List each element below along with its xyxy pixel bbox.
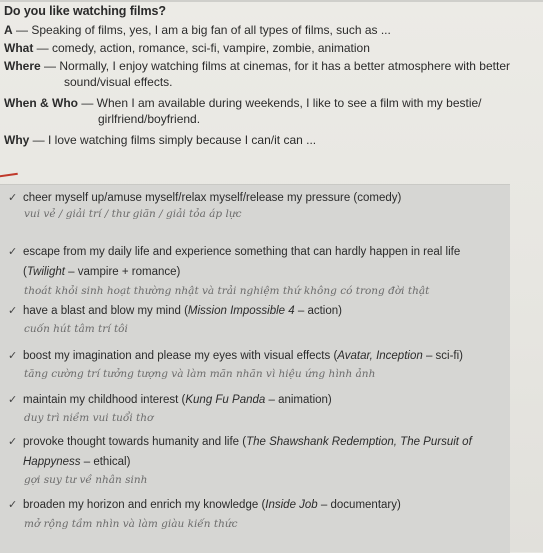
check-icon: ✓ <box>8 246 18 258</box>
qa-section <box>4 22 534 148</box>
vietnamese-translation: tăng cường trí tưởng tượng và làm mãn nhãn vì hiệu ứng hình ảnh <box>24 368 376 380</box>
check-icon: ✓ <box>8 192 18 204</box>
list-item: ✓ boost my imagination and please my eyes with visual effects (Avatar, Inception – sci-fi) tăng cường trí tưởng tượng và làm mãn nhãn vì hiệu ứng hình ảnh <box>6 348 506 381</box>
page-title: Do you like watching films? <box>4 4 166 18</box>
top-rule <box>0 0 543 2</box>
list-item: ✓ provoke thought towards humanity and life (The Shawshank Redemption, The Pursuit of Happyness – ethical) gợi suy tư về nhân sinh <box>6 434 506 487</box>
qa-row-when-who-cont: girlfriend/boyfriend. <box>98 112 201 126</box>
vietnamese-translation: duy trì niềm vui tuổi thơ <box>24 412 154 424</box>
vietnamese-translation: cuốn hút tâm trí tôi <box>24 323 128 335</box>
list-item: ✓ have a blast and blow my mind (Mission Impossible 4 – action) cuốn hút tâm trí tôi <box>6 303 506 336</box>
check-icon: ✓ <box>8 305 18 317</box>
check-icon: ✓ <box>8 436 18 448</box>
check-icon: ✓ <box>8 499 18 511</box>
vietnamese-translation: thoát khỏi sinh hoạt thường nhật và trải nghiệm thứ không có trong đời thật <box>24 285 430 297</box>
vietnamese-translation: mở rộng tầm nhìn và làm giàu kiến thức <box>24 518 238 530</box>
list-item: ✓ maintain my childhood interest (Kung Fu Panda – animation) duy trì niềm vui tuổi thơ <box>6 392 506 425</box>
check-icon: ✓ <box>8 350 18 362</box>
list-item: ✓ cheer myself up/amuse myself/relax myself/release my pressure (comedy) vui vẻ / giải trí / thư giãn / giải tỏa áp lực <box>6 190 506 221</box>
qa-row-where-cont: sound/visual effects. <box>64 75 173 89</box>
red-pen-mark <box>0 173 18 180</box>
vietnamese-translation: vui vẻ / giải trí / thư giãn / giải tỏa áp lực <box>24 208 242 220</box>
vietnamese-translation: gợi suy tư về nhân sinh <box>24 474 148 486</box>
qa-row-a: A — Speaking of films, yes, I am a big fan of all types of films, such as ... <box>4 23 391 37</box>
qa-row-why: Why — I love watching films simply because I can/it can ... <box>4 133 317 147</box>
list-item: ✓ broaden my horizon and enrich my knowledge (Inside Job – documentary) mở rộng tầm nhìn và làm giàu kiến thức <box>6 497 506 531</box>
check-icon: ✓ <box>8 394 18 406</box>
qa-row-when-who: When & Who — When I am available during weekends, I like to see a film with my bestie/ <box>4 96 482 110</box>
qa-row-what: What — comedy, action, romance, sci-fi, vampire, zombie, animation <box>4 41 370 55</box>
qa-row-where: Where — Normally, I enjoy watching films at cinemas, for it has a better atmosphere with better <box>4 59 510 73</box>
list-item: ✓ escape from my daily life and experience something that can hardly happen in real life (Twilight – vampire + romance) thoát khỏi sinh hoạt thường nhật và trải nghiệm thứ không có trong đời thật <box>6 244 506 298</box>
